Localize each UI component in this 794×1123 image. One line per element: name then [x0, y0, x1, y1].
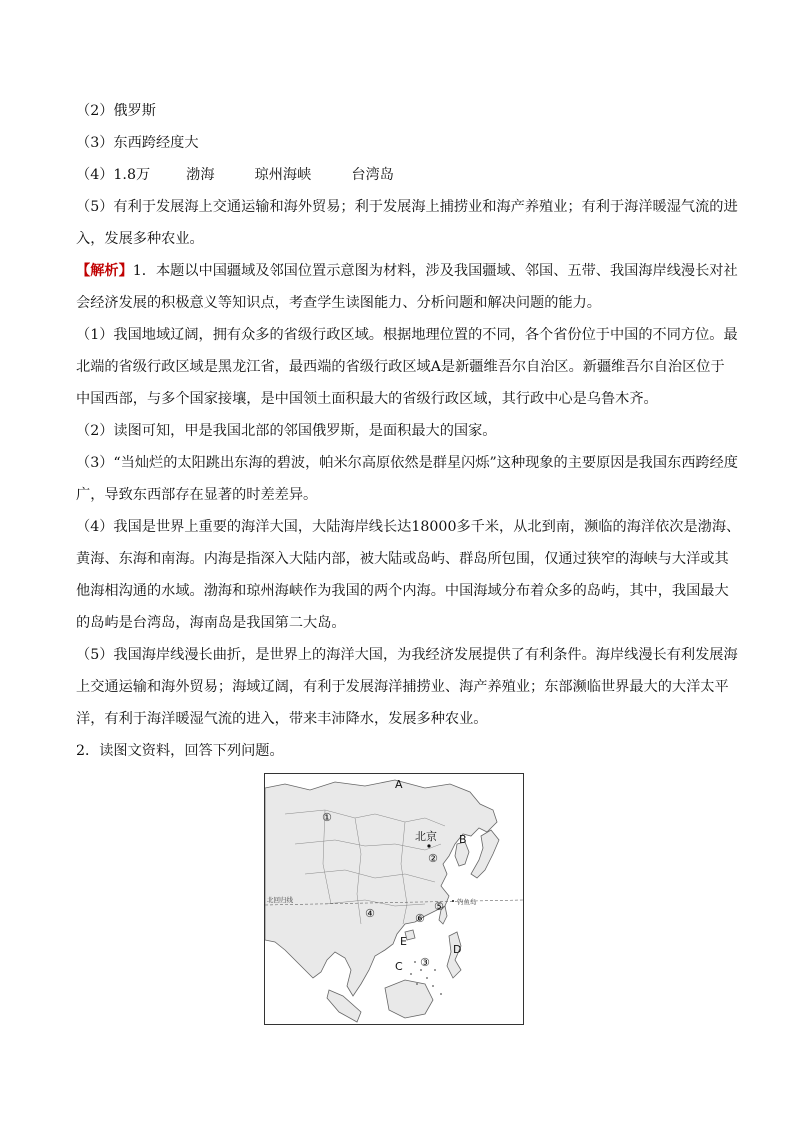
- analysis-p5-line-3: 洋，有利于海洋暖湿气流的进入，带来丰沛降水，发展多种农业。: [76, 711, 488, 727]
- analysis-p3-line-2: 广，导致东西部存在显著的时差差异。: [76, 487, 318, 503]
- map-label-3: ③: [420, 956, 430, 969]
- analysis-intro-text: 1．本题以中国疆域及邻国位置示意图为材料，涉及我国疆域、邻国、五带、我国海岸线漫长对社: [132, 263, 738, 279]
- map-label-6: ⑥: [415, 912, 425, 925]
- analysis-p4-line-3: 他海相沟通的水域。渤海和琼州海峡作为我国的两个内海。中国海域分布着众多的岛屿，其中，我国最大: [76, 583, 729, 599]
- answer-4: [76, 164, 394, 186]
- map-label-2: ②: [428, 852, 438, 865]
- analysis-p2: （2）读图可知，甲是我国北部的邻国俄罗斯，是面积最大的国家。: [76, 423, 497, 439]
- analysis-p5-line-1: （5）我国海岸线漫长曲折，是世界上的海洋大国，为我经济发展提供了有利条件。海岸线漫长有利发展海: [76, 647, 738, 663]
- answer-4-bohai: 渤海: [186, 167, 215, 183]
- map-label-5: ⑤: [434, 900, 444, 913]
- analysis-p4-line-4: 的岛屿是台湾岛，海南岛是我国第二大岛。: [76, 615, 346, 631]
- map-tropic-label: 北回归线: [267, 896, 293, 904]
- map-label-B: B: [459, 833, 467, 846]
- analysis-p1-line-3: 中国西部，与多个国家接壤，是中国领土面积最大的省级行政区域，其行政中心是乌鲁木齐。: [76, 391, 658, 407]
- map-label-4: ④: [365, 907, 375, 920]
- answer-3: （3）东西跨经度大: [76, 135, 199, 151]
- analysis-p1-line-2: 北端的省级行政区域是黑龙江省，最西端的省级行政区域A是新疆维吾尔自治区。新疆维吾尔自治区位于: [76, 359, 725, 375]
- analysis-p1-line-1: （1）我国地域辽阔，拥有众多的省级行政区域。根据地理位置的不同，各个省份位于中国的不同方位。最: [76, 327, 738, 343]
- answer-5-line-1: （5）有利于发展海上交通运输和海外贸易；利于发展海上捕捞业和海产养殖业；有利于海洋暖湿气流的进: [76, 199, 738, 215]
- map-label-C: C: [395, 960, 403, 973]
- analysis-p4-line-2: 黄海、东海和南海。内海是指深入大陆内部，被大陆或岛屿、群岛所包围，仅通过狭窄的海峡与大洋或其: [76, 551, 729, 567]
- map-label-E: E: [400, 935, 407, 948]
- map-label-A: A: [395, 778, 403, 791]
- map-beijing-dot: [427, 844, 430, 847]
- answer-5-line-2: 入，发展多种农业。: [76, 231, 204, 247]
- answer-4-taiwan: 台湾岛: [351, 167, 394, 183]
- question-2-prompt: 2．读图文资料，回答下列问题。: [76, 743, 284, 759]
- map-label-1: ①: [322, 811, 332, 824]
- answer-4-prefix: （4）1.8万: [76, 167, 151, 183]
- answer-2: （2）俄罗斯: [76, 103, 156, 119]
- map-beijing-label: 北京: [415, 830, 437, 843]
- china-neighbors-map: [264, 773, 524, 1025]
- map-diaoyu-label: 钓鱼岛: [457, 898, 477, 906]
- map-svg: [265, 774, 523, 1024]
- analysis-p3-line-1: （3）“当灿烂的太阳跳出东海的碧波，帕米尔高原依然是群星闪烁”这种现象的主要原因是我国东西跨经度: [76, 455, 738, 471]
- map-label-D: D: [453, 943, 462, 956]
- analysis-intro-line-1: [76, 260, 738, 282]
- analysis-p4-line-1: （4）我国是世界上重要的海洋大国，大陆海岸线长达18000多千米，从北到南，濒临的海洋依次是渤海、: [76, 519, 741, 535]
- map-diaoyu-dot: [452, 900, 454, 902]
- analysis-tag: 【解析】: [76, 263, 133, 279]
- analysis-p5-line-2: 上交通运输和海外贸易；海域辽阔，有利于发展海洋捕捞业、海产养殖业；东部濒临世界最大的大洋太平: [76, 679, 729, 695]
- analysis-intro-line-2: 会经济发展的积极意义等知识点，考查学生读图能力、分析问题和解决问题的能力。: [76, 295, 601, 311]
- answer-4-qiongzhou: 琼州海峡: [254, 167, 312, 183]
